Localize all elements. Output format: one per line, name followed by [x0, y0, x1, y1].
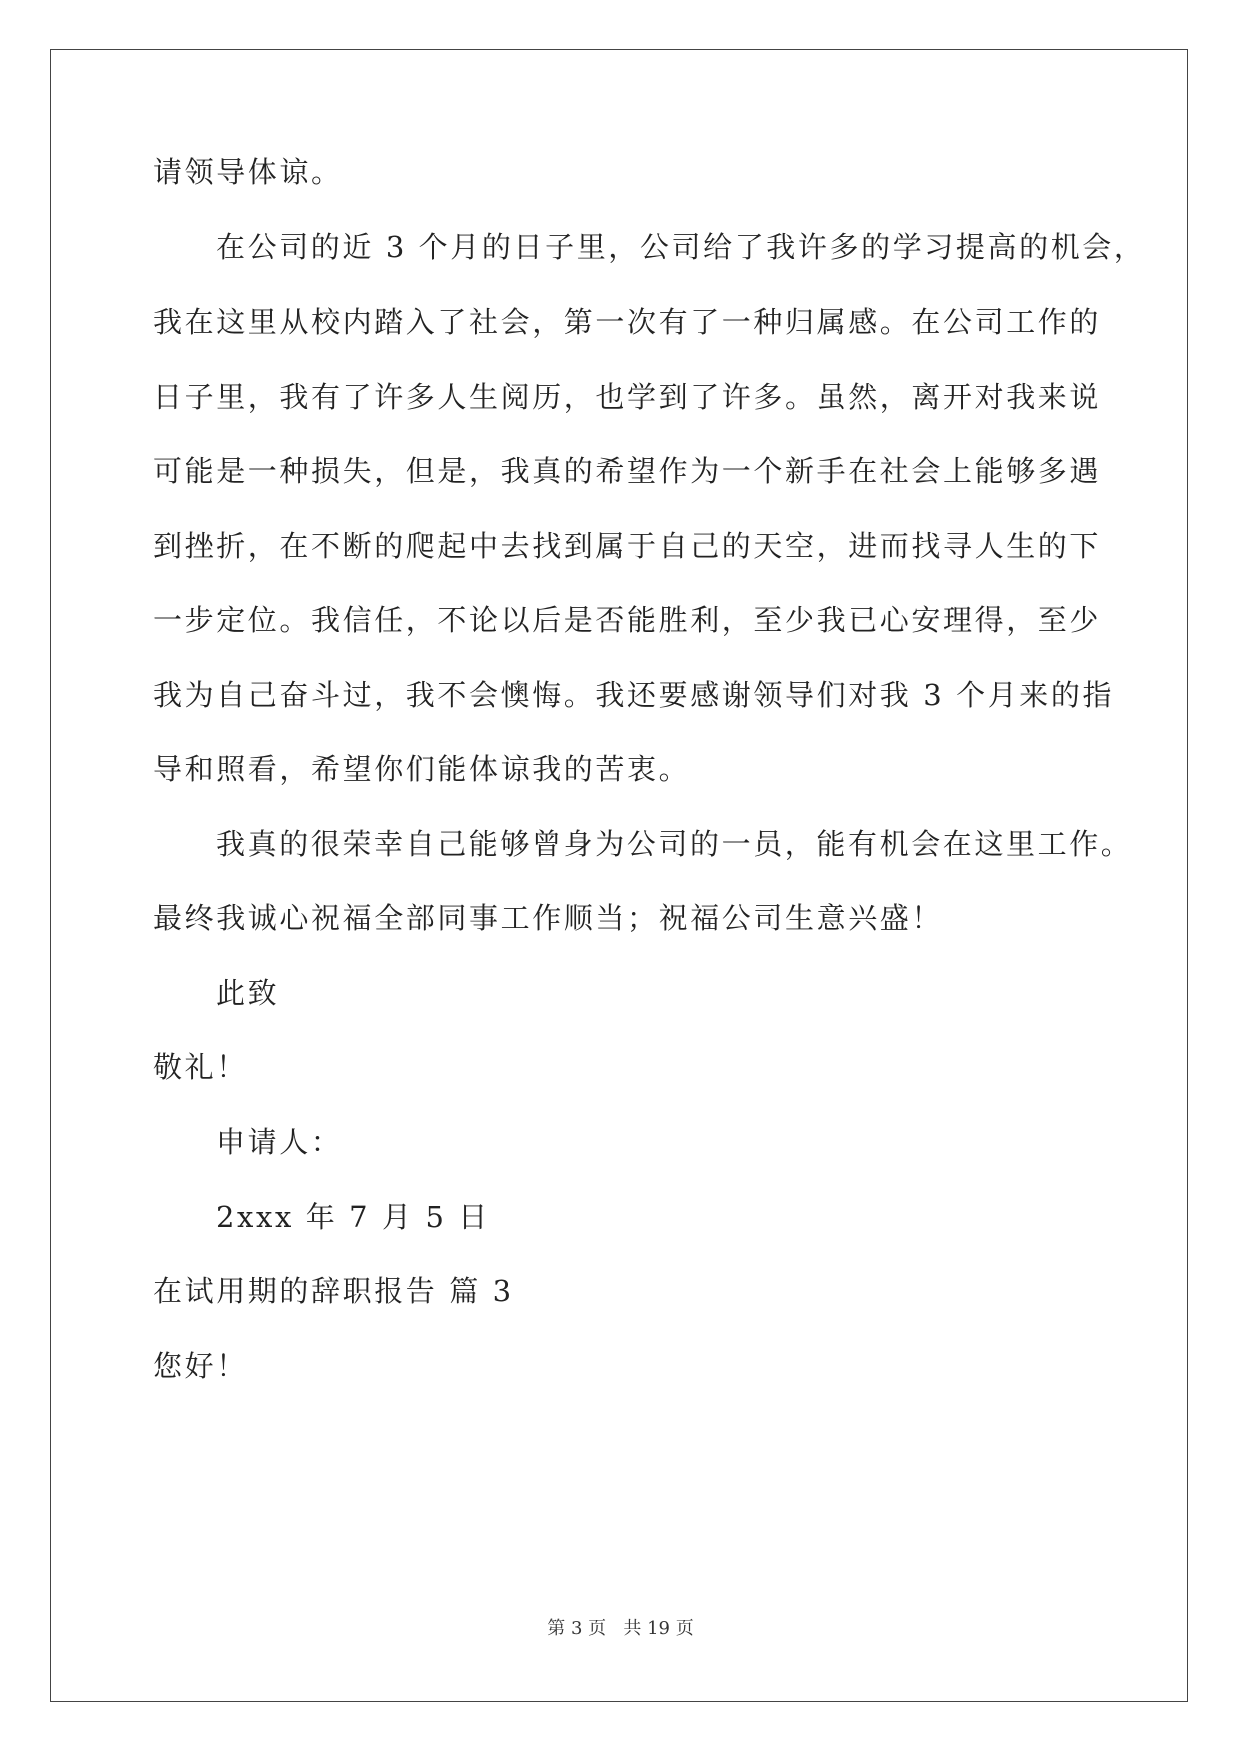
applicant-label: 申请人： — [216, 1125, 343, 1159]
date-line: 2xxx 年 7 月 5 日 — [216, 1200, 490, 1234]
text-line: 日子里，我有了许多人生阅历，也学到了许多。虽然，离开对我来说 — [153, 380, 1102, 414]
page-border — [50, 49, 1188, 1702]
text-line: 我在这里从校内踏入了社会，第一次有了一种归属感。在公司工作的 — [153, 305, 1102, 339]
text-line: 最终我诚心祝福全部同事工作顺当；祝福公司生意兴盛！ — [153, 901, 944, 935]
text-line: 可能是一种损失，但是，我真的希望作为一个新手在社会上能够多遇 — [153, 454, 1102, 488]
text-line: 一步定位。我信任，不论以后是否能胜利，至少我已心安理得，至少 — [153, 603, 1102, 637]
text-line: 我为自己奋斗过，我不会懊悔。我还要感谢领导们对我 3 个月来的指 — [153, 678, 1115, 712]
closing-phrase: 此致 — [216, 976, 280, 1010]
paragraph-start: 我真的很荣幸自己能够曾身为公司的一员，能有机会在这里工作。 — [216, 827, 1133, 861]
text-line: 导和照看，希望你们能体谅我的苦衷。 — [153, 752, 691, 786]
text-line: 请领导体谅。 — [153, 155, 343, 189]
greeting: 您好！ — [153, 1349, 248, 1383]
section-heading: 在试用期的辞职报告 篇 3 — [153, 1274, 514, 1308]
page-number: 第 3 页 共 19 页 — [547, 1618, 694, 1639]
text-line: 到挫折，在不断的爬起中去找到属于自己的天空，进而找寻人生的下 — [153, 529, 1102, 563]
paragraph-start: 在公司的近 3 个月的日子里，公司给了我许多的学习提高的机会， — [216, 230, 1146, 264]
salutation: 敬礼！ — [153, 1050, 248, 1084]
